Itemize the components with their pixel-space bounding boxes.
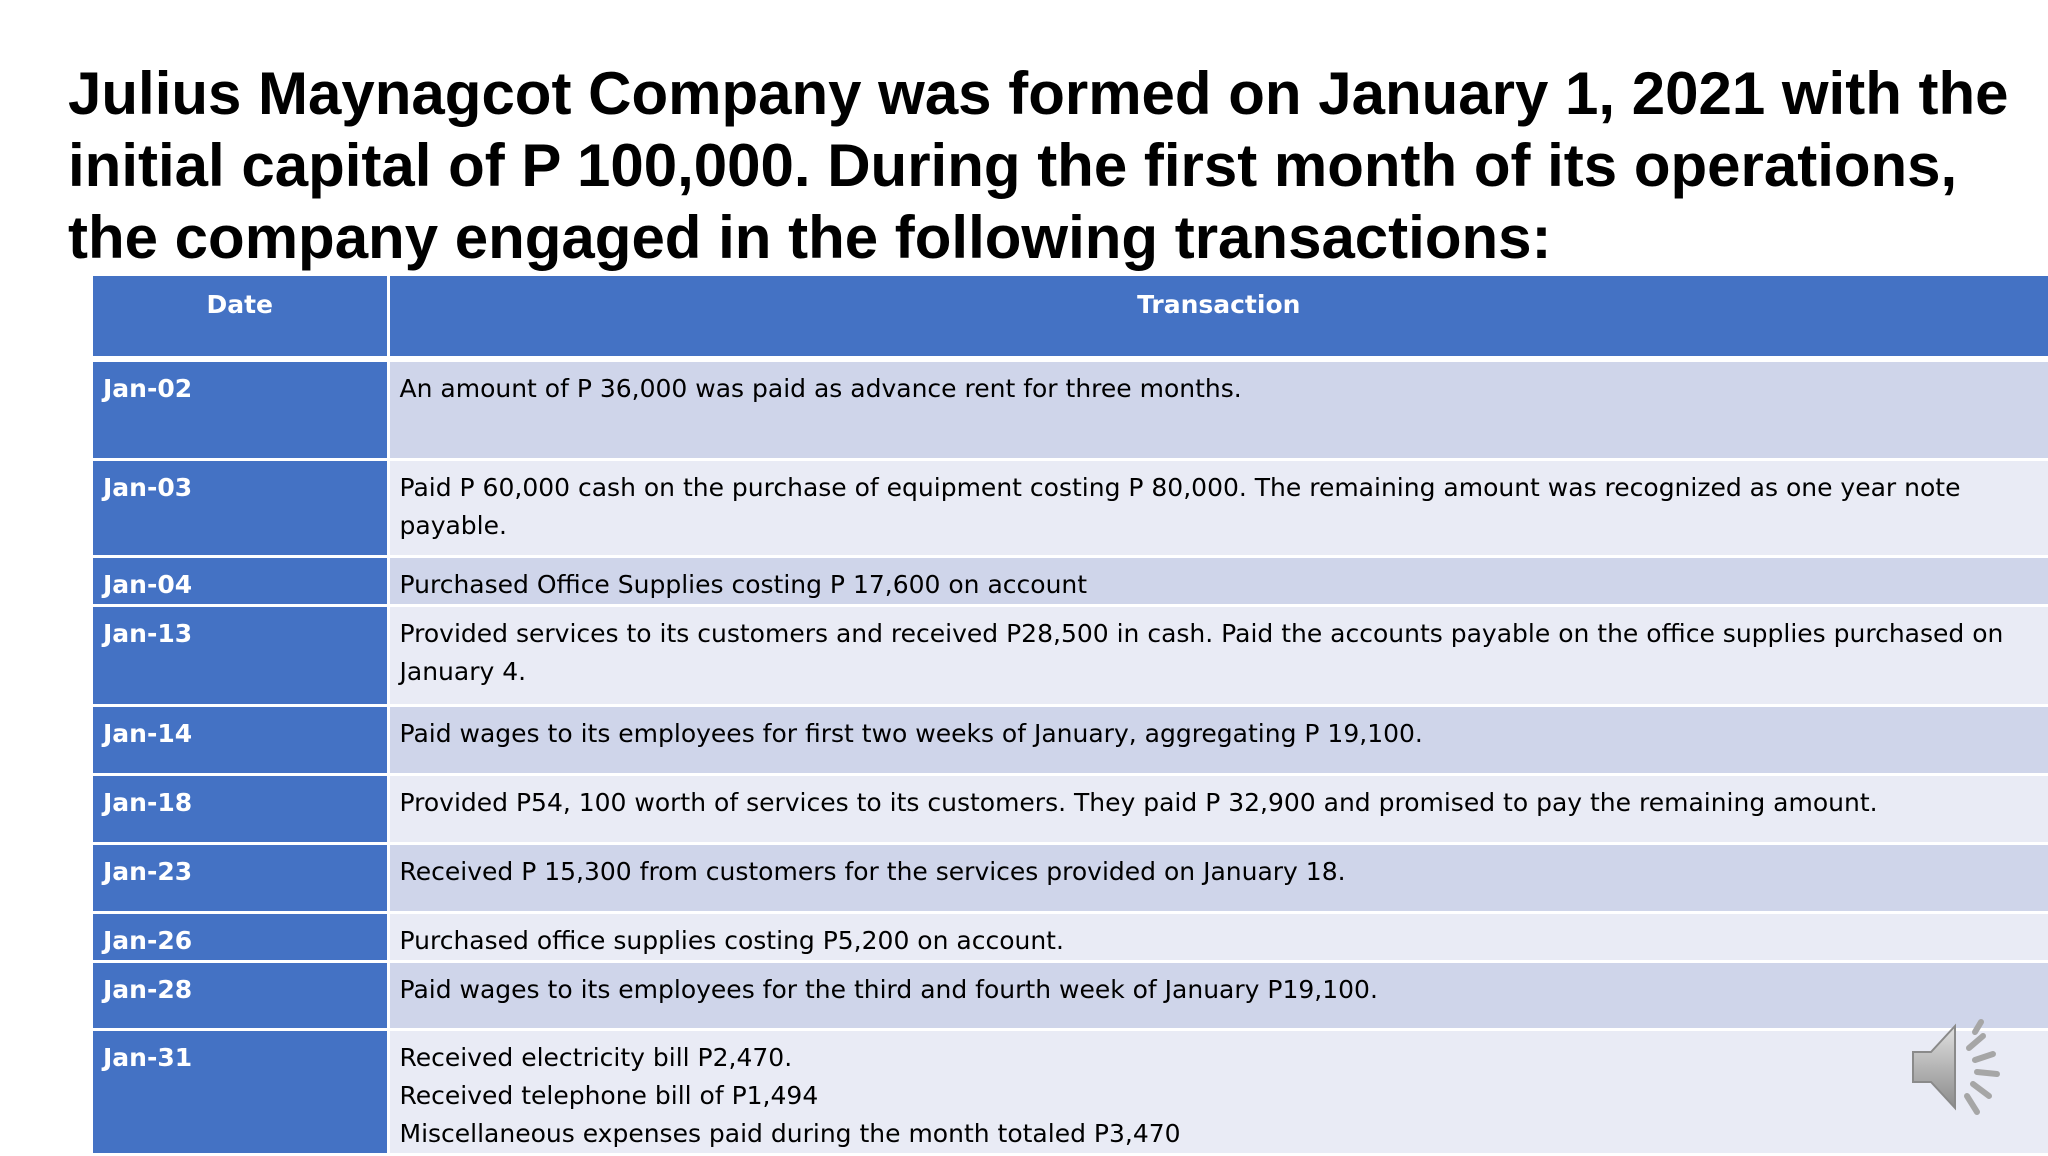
table-header-row — [93, 276, 2048, 359]
transaction-line: Purchased Office Supplies costing P 17,600 on account — [399, 569, 1088, 599]
transaction-line: Provided services to its customers and received P28,500 in cash. Paid the accounts payable on the office supplies purchased on January 4. — [399, 618, 2004, 686]
transaction-line: Provided P54, 100 worth of services to its customers. They paid P 32,900 and promised to pay the remaining amount. — [399, 787, 1878, 817]
table-row — [93, 459, 2048, 556]
date-cell: Jan-02 — [93, 359, 388, 459]
transaction-line: Paid P 60,000 cash on the purchase of equipment costing P 80,000. The remaining amount was recognized as one year note payable. — [399, 472, 1961, 540]
table-row — [93, 774, 2048, 843]
table-row — [93, 912, 2048, 961]
slide-title: Julius Maynagcot Company was formed on January 1, 2021 with the initial capital of P 100,000. During the first month of its operations, the company engaged in the following transactions: — [68, 60, 2009, 271]
transaction-cell — [388, 705, 2048, 774]
date-cell: Jan-13 — [93, 605, 388, 705]
transaction-line: Purchased office supplies costing P5,200 on account. — [399, 925, 1064, 955]
transactions-table — [93, 276, 2048, 1156]
transaction-line: Received electricity bill P2,470. — [399, 1042, 793, 1072]
transaction-line: Received P 15,300 from customers for the services provided on January 18. — [399, 856, 1346, 886]
date-column-header: Date — [93, 276, 388, 359]
table-row — [93, 1029, 2048, 1154]
table-row — [93, 359, 2048, 459]
transaction-cell — [388, 912, 2048, 961]
transaction-line: Paid wages to its employees for the third and fourth week of January P19,100. — [399, 974, 1378, 1004]
transaction-cell — [388, 1029, 2048, 1154]
date-cell: Jan-03 — [93, 459, 388, 556]
transaction-line: Received telephone bill of P1,494 — [399, 1080, 819, 1110]
table-row — [93, 556, 2048, 605]
transaction-line: Paid wages to its employees for first two weeks of January, aggregating P 19,100. — [399, 718, 1423, 748]
transaction-column-header: Transaction — [388, 276, 2048, 359]
transaction-cell — [388, 605, 2048, 705]
date-cell: Jan-23 — [93, 843, 388, 912]
table-row — [93, 705, 2048, 774]
transaction-cell — [388, 774, 2048, 843]
date-cell: Jan-14 — [93, 705, 388, 774]
transaction-cell — [388, 961, 2048, 1029]
date-cell: Jan-28 — [93, 961, 388, 1029]
audio-playback-button[interactable] — [1905, 1012, 2015, 1122]
transaction-cell — [388, 459, 2048, 556]
transaction-cell — [388, 843, 2048, 912]
table-row — [93, 843, 2048, 912]
speaker-icon — [1905, 1012, 2015, 1122]
table-row — [93, 605, 2048, 705]
transaction-cell — [388, 359, 2048, 459]
table-row — [93, 961, 2048, 1029]
transaction-cell — [388, 556, 2048, 605]
transaction-line: An amount of P 36,000 was paid as advance rent for three months. — [399, 374, 1242, 403]
date-cell: Jan-18 — [93, 774, 388, 843]
transaction-line: Miscellaneous expenses paid during the month totaled P3,470 — [399, 1118, 1181, 1148]
date-cell: Jan-04 — [93, 556, 388, 605]
date-cell: Jan-26 — [93, 912, 388, 961]
date-cell: Jan-31 — [93, 1029, 388, 1154]
